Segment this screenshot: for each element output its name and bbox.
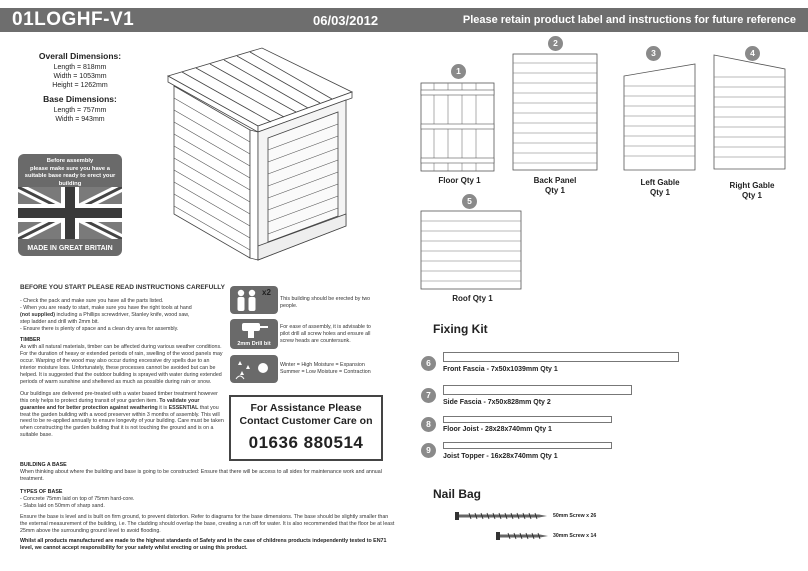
- screw-50mm-label: 50mm Screw x 26: [553, 513, 597, 519]
- timber-p2-c: it is: [157, 404, 169, 411]
- part-label-right-gable: [722, 181, 782, 201]
- checklist-item-2c: including a Phillips screwdriver, Stanley knife, wood saw,: [55, 311, 190, 318]
- drill-bit-label: 2mm Drill bit: [237, 341, 271, 347]
- customer-care-phone: 01636 880514: [248, 433, 364, 452]
- building-base-text: When thinking about where the building and base is going to be constructed: Ensure that there will be access to all sides for maintenance work and annual treatment.: [20, 468, 382, 482]
- right-gable-drawing: [712, 53, 787, 171]
- badge-line-2: please make sure you have a: [30, 165, 110, 172]
- front-fascia-label: Front Fascia - 7x50x1039mm Qty 1: [443, 366, 558, 373]
- safety-disclaimer: Whilst all products manufactured are made to the highest standards of Safety and in the case of childrens products independently tested to EN71 level, we cannot accept responsibility for your safety whilst erecting or using this product.: [20, 538, 387, 552]
- instructions-column: [20, 285, 225, 444]
- people-text: This building should be erected by two people.: [280, 296, 371, 309]
- customer-care-text: [231, 402, 381, 428]
- base-dimensions-title: Base Dimensions:: [43, 94, 117, 104]
- customer-care-line-1: For Assistance Please: [250, 402, 362, 414]
- part-label-left-gable: [630, 178, 690, 198]
- fixing-number-7: 7: [421, 388, 436, 403]
- timber-heading: TIMBER: [20, 337, 41, 344]
- joist-topper-label: Joist Topper - 16x28x740mm Qty 1: [443, 453, 558, 460]
- roof-panel-drawing: [420, 210, 522, 290]
- fixing-kit-title: Fixing Kit: [433, 322, 488, 336]
- customer-care-box: [229, 395, 383, 461]
- product-code: 01LOGHF-V1: [12, 9, 135, 30]
- checklist-item-3: - Ensure there is plenty of space and a clean dry area for assembly.: [20, 325, 179, 332]
- screw-30mm-label: 30mm Screw x 14: [553, 533, 597, 539]
- timber-paragraph-2: [20, 391, 225, 439]
- assembly-badge-text: [18, 158, 122, 188]
- floor-joist-label: Floor Joist - 28x28x740mm Qty 1: [443, 426, 552, 433]
- left-gable-name: Left Gable: [640, 178, 680, 187]
- part-number-4: 4: [745, 46, 760, 61]
- types-of-base-heading: TYPES OF BASE: [20, 488, 63, 495]
- front-fascia-drawing: [443, 352, 679, 362]
- part-number-1: 1: [451, 64, 466, 79]
- part-number-3: 3: [646, 46, 661, 61]
- left-gable-drawing: [622, 62, 697, 172]
- base-section: [20, 462, 395, 552]
- timber-p2-e: that you treat the garden building with a wood preserver within 3 months of assembly. This will need to be re-applied annually to ensure longevity of your building. Care must be taken when constructing the garden building that it is not touching the ground and is on a suitable base.: [20, 404, 224, 439]
- building-base-heading: BUILDING A BASE: [20, 462, 67, 468]
- weather-text: [280, 362, 380, 376]
- fixing-number-6: 6: [421, 356, 436, 371]
- timber-p2-a: Our buildings are delivered pre-treated with a water based timber treatment however this only helps to protect during transit of your garden item.: [20, 390, 218, 404]
- fixing-number-8: 8: [421, 417, 436, 432]
- drill-text: For ease of assembly, it is advisable to pilot drill all screw holes and ensure all screw heads are countersunk.: [280, 324, 371, 344]
- base-guidance: Ensure the base is level and is built on firm ground, to prevent distortion. Refer to diagrams for the base dimensions. The base should be slightly smaller than the external measurement of the building, i.e. The cladding should overlap the base, creating a run off for water. It is also recommended that the floor be at least 25mm above the surrounding ground level to avoid flooding.: [20, 514, 395, 535]
- checklist-item-1: - Check the pack and make sure you have all the parts listed.: [20, 297, 164, 304]
- back-panel-name: Back Panel: [533, 176, 577, 185]
- overall-width: Width = 1053mm: [53, 73, 107, 80]
- part-label-floor: Floor Qty 1: [438, 176, 481, 185]
- part-label-roof: Roof Qty 1: [452, 294, 493, 303]
- badge-line-3: suitable base ready to erect your: [24, 173, 116, 179]
- timber-p2-b: To validate your guarantee and for better protection against weathering: [20, 397, 200, 411]
- overall-length: Length = 818mm: [53, 64, 107, 71]
- base-width: Width = 943mm: [55, 116, 105, 123]
- back-panel-drawing: [512, 53, 598, 171]
- side-fascia-drawing: [443, 385, 632, 395]
- screw-50mm-icon: [455, 511, 547, 521]
- assembly-badge: [18, 154, 122, 256]
- checklist-item-2a: - When you are ready to start, make sure you have the right tools at hand: [20, 304, 192, 311]
- made-in-great-britain: MADE IN GREAT BRITAIN: [27, 245, 113, 252]
- fixing-number-9: 9: [421, 443, 436, 458]
- retain-note: Please retain product label and instructions for future reference: [462, 14, 796, 26]
- screw-30mm-icon: [496, 531, 548, 541]
- log-store-illustration: [160, 46, 360, 261]
- base-type-2: - Slabs laid on 50mm of sharp sand.: [20, 502, 105, 509]
- part-number-5: 5: [462, 194, 477, 209]
- part-number-2: 2: [548, 36, 563, 51]
- right-gable-name: Right Gable: [729, 181, 775, 190]
- joist-topper-drawing: [443, 442, 612, 449]
- side-fascia-label: Side Fascia - 7x50x828mm Qty 2: [443, 399, 551, 406]
- nail-bag-title: Nail Bag: [433, 487, 482, 501]
- timber-paragraph-1: As with all natural materials, timber can be affected during various weather conditions. For the duration of heavy or extended periods of rain, swelling of the wood panels may occur. Warping of the wood may also occur during excessive dry spells due to an interior moisture loss. Unfortunately, these processes cannot be avoided but can be helped. It is suggested that the outdoor building is sprayed with water during extended periods of warm sunshine and sheltered as much as possible during rain or snow.: [20, 344, 223, 385]
- customer-care-line-2: Contact Customer Care on: [239, 415, 373, 427]
- base-length: Length = 757mm: [53, 107, 107, 114]
- header-bar: [0, 8, 808, 32]
- people-count: x2: [262, 288, 271, 297]
- left-gable-qty: Qty 1: [649, 188, 670, 197]
- timber-p2-d: ESSENTIAL: [168, 404, 199, 411]
- part-label-back-panel: [525, 176, 585, 196]
- guidance-icons: [230, 286, 380, 386]
- union-flag-icon: [18, 187, 122, 239]
- floor-panel-drawing: [420, 82, 495, 172]
- weather-summer: Summer = Low Moisture = Contraction: [280, 369, 371, 375]
- document-date: 06/03/2012: [313, 13, 379, 28]
- badge-line-1: Before assembly: [46, 158, 94, 164]
- dimensions-block: [20, 52, 140, 124]
- checklist-item-2: [20, 312, 225, 319]
- not-supplied-note: (not supplied): [20, 311, 56, 318]
- badge-line-4: building: [58, 180, 82, 187]
- back-panel-qty: Qty 1: [544, 186, 565, 195]
- checklist-item-2d: step ladder and drill with 2mm bit.: [20, 318, 99, 325]
- floor-joist-drawing: [443, 416, 612, 423]
- overall-dimensions-title: Overall Dimensions:: [38, 51, 122, 61]
- weather-winter: Winter = High Moisture = Expansion: [280, 362, 365, 368]
- base-type-1: - Concrete 75mm laid on top of 75mm hard-core.: [20, 495, 135, 502]
- right-gable-qty: Qty 1: [741, 191, 762, 200]
- weather-icon: [230, 355, 278, 383]
- drill-icon: [230, 319, 278, 349]
- before-you-start-heading: BEFORE YOU START PLEASE READ INSTRUCTIONS CAREFULLY: [20, 284, 226, 291]
- overall-height: Height = 1262mm: [52, 82, 108, 89]
